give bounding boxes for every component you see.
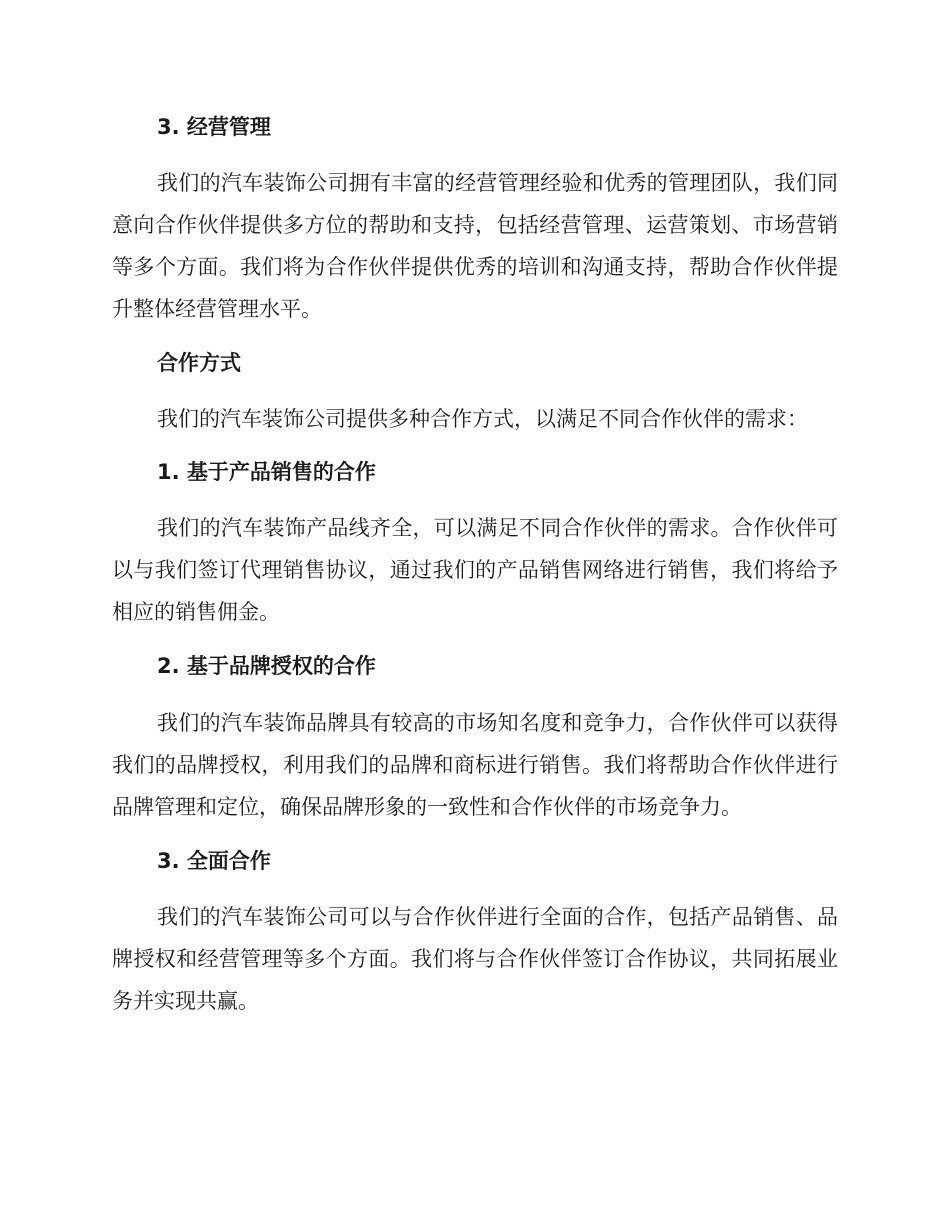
paragraph-full-cooperation: 我们的汽车装饰公司可以与合作伙伴进行全面的合作，包括产品销售、品牌授权和经营管理等多个方面。我们将与合作伙伴签订合作协议，共同拓展业务并实现共赢。: [112, 905, 838, 1013]
item-heading-full-cooperation: 3. 全面合作: [157, 849, 271, 873]
paragraph-product-sales: 我们的汽车装饰产品线齐全，可以满足不同合作伙伴的需求。合作伙伴可以与我们签订代理销售协议，通过我们的产品销售网络进行销售，我们将给予相应的销售佣金。: [112, 516, 838, 624]
paragraph-business-management: 我们的汽车装饰公司拥有丰富的经营管理经验和优秀的管理团队，我们同意向合作伙伴提供多方位的帮助和支持，包括经营管理、运营策划、市场营销等多个方面。我们将为合作伙伴提供优秀的培训和沟通支持，帮助合作伙伴提升整体经营管理水平。: [112, 171, 838, 321]
item-heading-product-sales: 1. 基于产品销售的合作: [157, 460, 376, 484]
item-heading-brand-licensing: 2. 基于品牌授权的合作: [157, 654, 376, 678]
paragraph-brand-licensing: 我们的汽车装饰品牌具有较高的市场知名度和竞争力，合作伙伴可以获得我们的品牌授权，利用我们的品牌和商标进行销售。我们将帮助合作伙伴进行品牌管理和定位，确保品牌形象的一致性和合作伙伴的市场竞争力。: [112, 711, 838, 819]
section-heading-business-management: 3. 经营管理: [157, 115, 271, 139]
section-heading-cooperation-methods: 合作方式: [157, 351, 241, 375]
paragraph-cooperation-intro: 我们的汽车装饰公司提供多种合作方式，以满足不同合作伙伴的需求：: [157, 407, 808, 431]
